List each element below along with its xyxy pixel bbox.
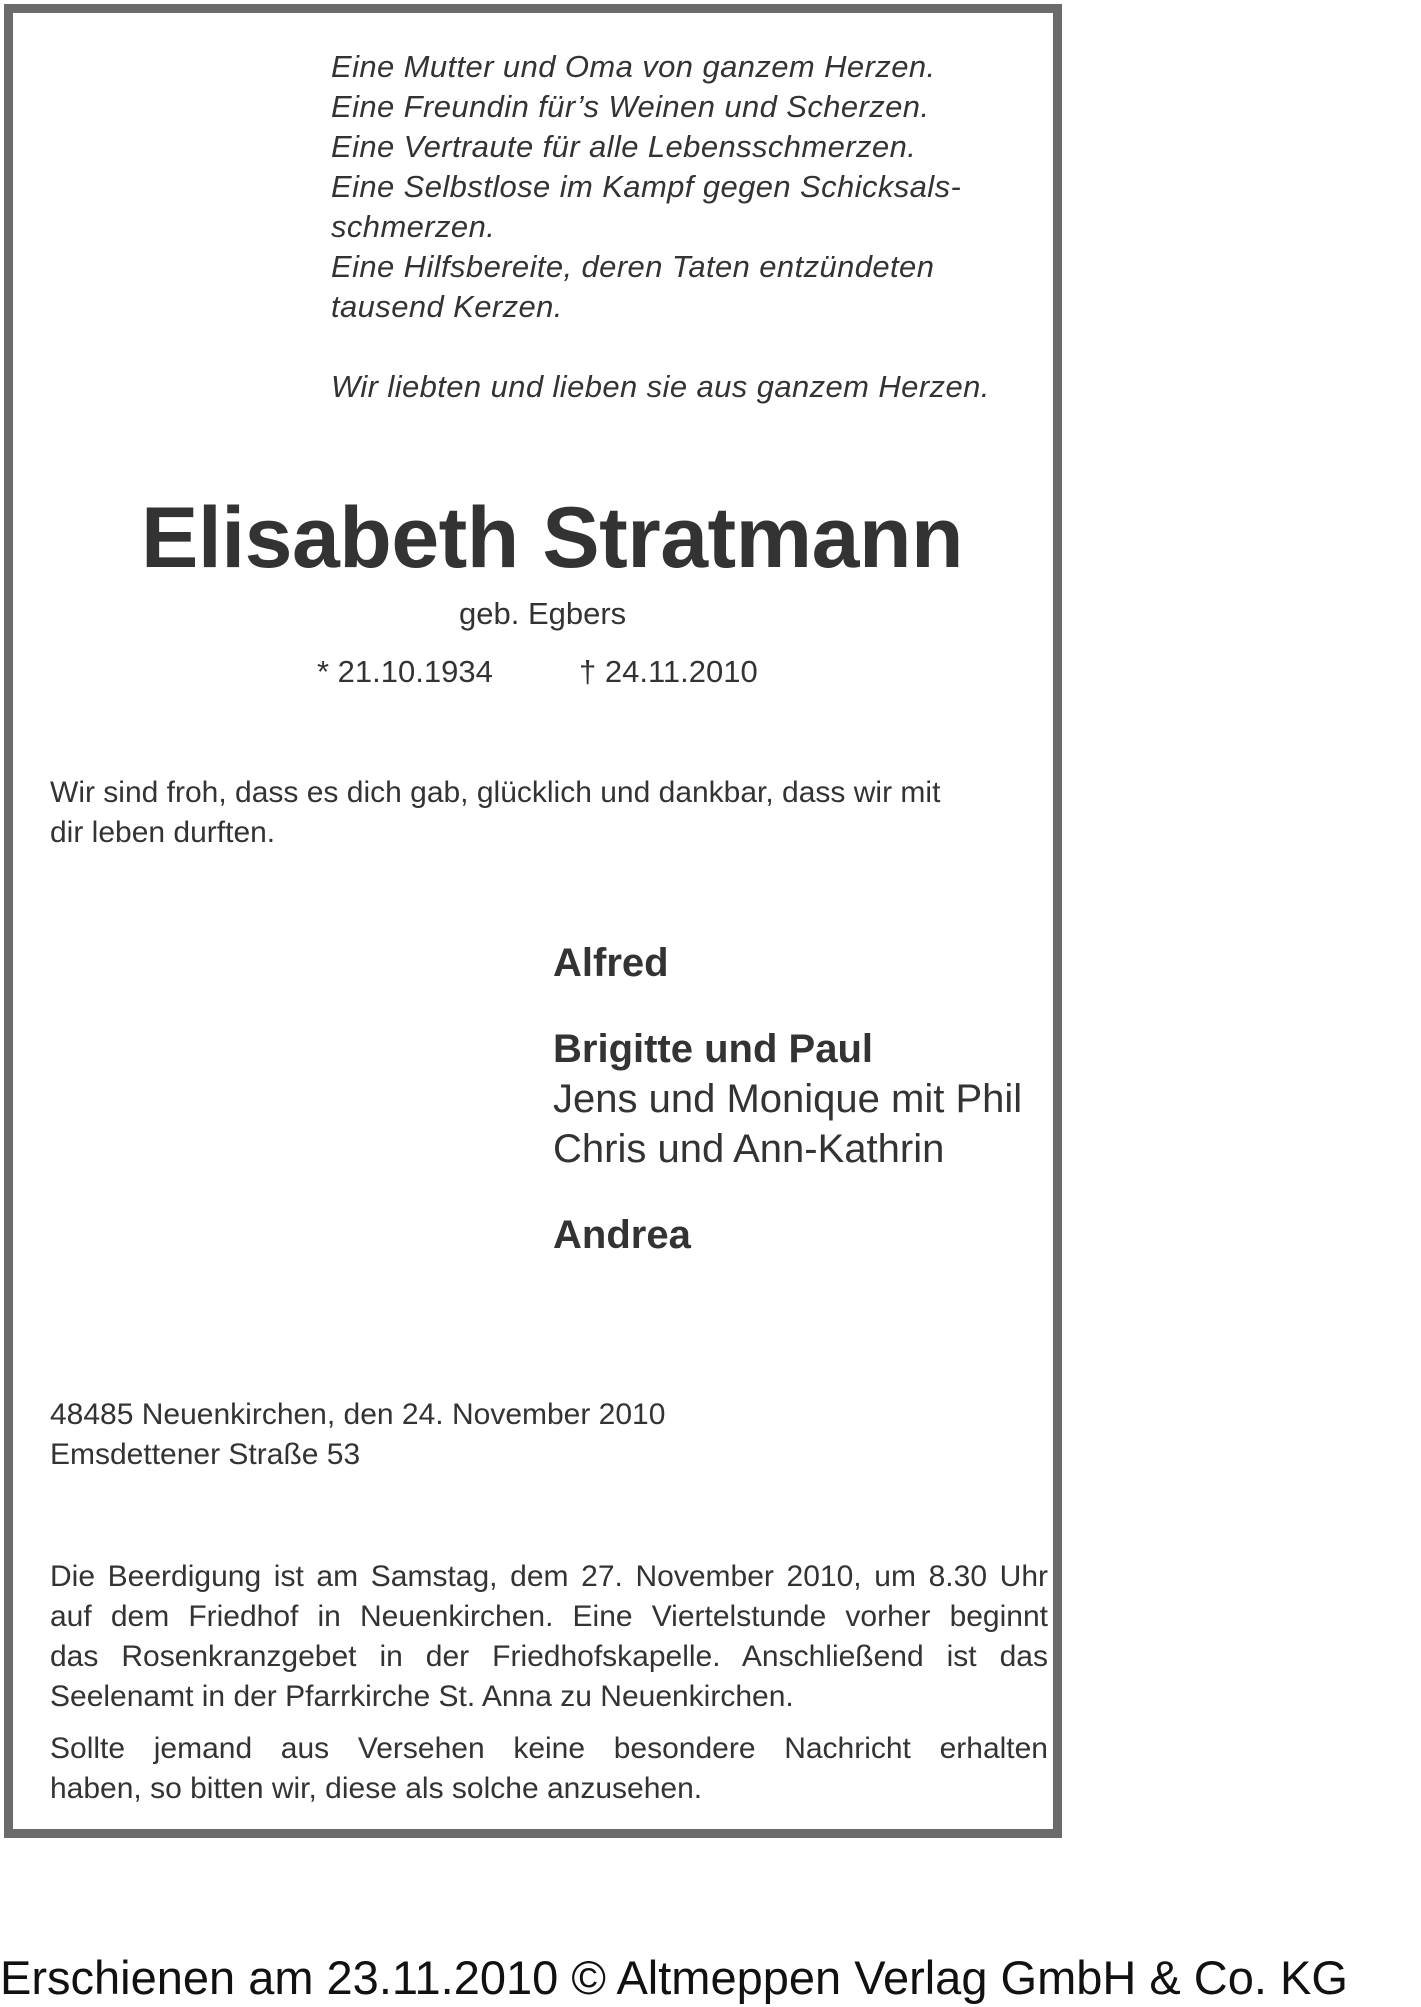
poem-line: schmerzen. [331,209,496,244]
funeral-line: Die Beerdigung ist am Samstag, dem 27. November 2010, um 8.30 Uhr [50,1560,1048,1593]
poem [331,47,990,407]
poem-line: Eine Mutter und Oma von ganzem Herzen. [331,49,936,84]
poem-line: Eine Selbstlose im Kampf gegen Schicksals- [331,169,962,204]
funeral-line: auf dem Friedhof in Neuenkirchen. Eine Viertelstunde vorher beginnt [50,1600,1048,1633]
poem-line: tausend Kerzen. [331,289,563,324]
family-member-andrea: Andrea [553,1213,691,1257]
family-member-brigitte-paul: Brigitte und Paul [553,1027,873,1071]
funeral-info [50,1557,1048,1717]
address-place-date: 48485 Neuenkirchen, den 24. November 2010 [50,1398,666,1431]
family-member-jens-monique: Jens und Monique mit Phil [553,1077,1023,1121]
thanks-line: Wir sind froh, dass es dich gab, glücklich und dankbar, dass wir mit [50,776,941,809]
poem-closing: Wir liebten und lieben sie aus ganzem Herzen. [331,369,990,404]
family-member-alfred: Alfred [553,941,669,985]
thanks-text [50,773,1050,853]
notice-frame [4,4,1062,1838]
poem-line: Eine Freundin für’s Weinen und Scherzen. [331,89,930,124]
funeral-line: Seelenamt in der Pfarrkirche St. Anna zu Neuenkirchen. [50,1680,794,1713]
death-date: † 24.11.2010 [579,654,758,689]
notice-line: Sollte jemand aus Versehen keine besondere Nachricht erhalten [50,1732,1048,1765]
birth-date: * 21.10.1934 [317,654,493,689]
address-block [50,1395,1050,1475]
notice-line: haben, so bitten wir, diese als solche anzusehen. [50,1772,703,1805]
maiden-name: geb. Egbers [459,596,627,631]
poem-line: Eine Vertraute für alle Lebensschmerzen. [331,129,917,164]
thanks-line: dir leben durften. [50,816,276,849]
deceased-name: Elisabeth Stratmann [141,490,964,586]
poem-spacer [331,327,990,367]
notification-notice [50,1729,1048,1809]
family-member-chris-ann: Chris und Ann-Kathrin [553,1127,945,1171]
publication-footer: Erschienen am 23.11.2010 © Altmeppen Verlag GmbH & Co. KG [0,1951,1348,2004]
funeral-line: das Rosenkranzgebet in der Friedhofskapelle. Anschließend ist das [50,1640,1048,1673]
address-street: Emsdettener Straße 53 [50,1438,361,1471]
poem-line: Eine Hilfsbereite, deren Taten entzündeten [331,249,935,284]
